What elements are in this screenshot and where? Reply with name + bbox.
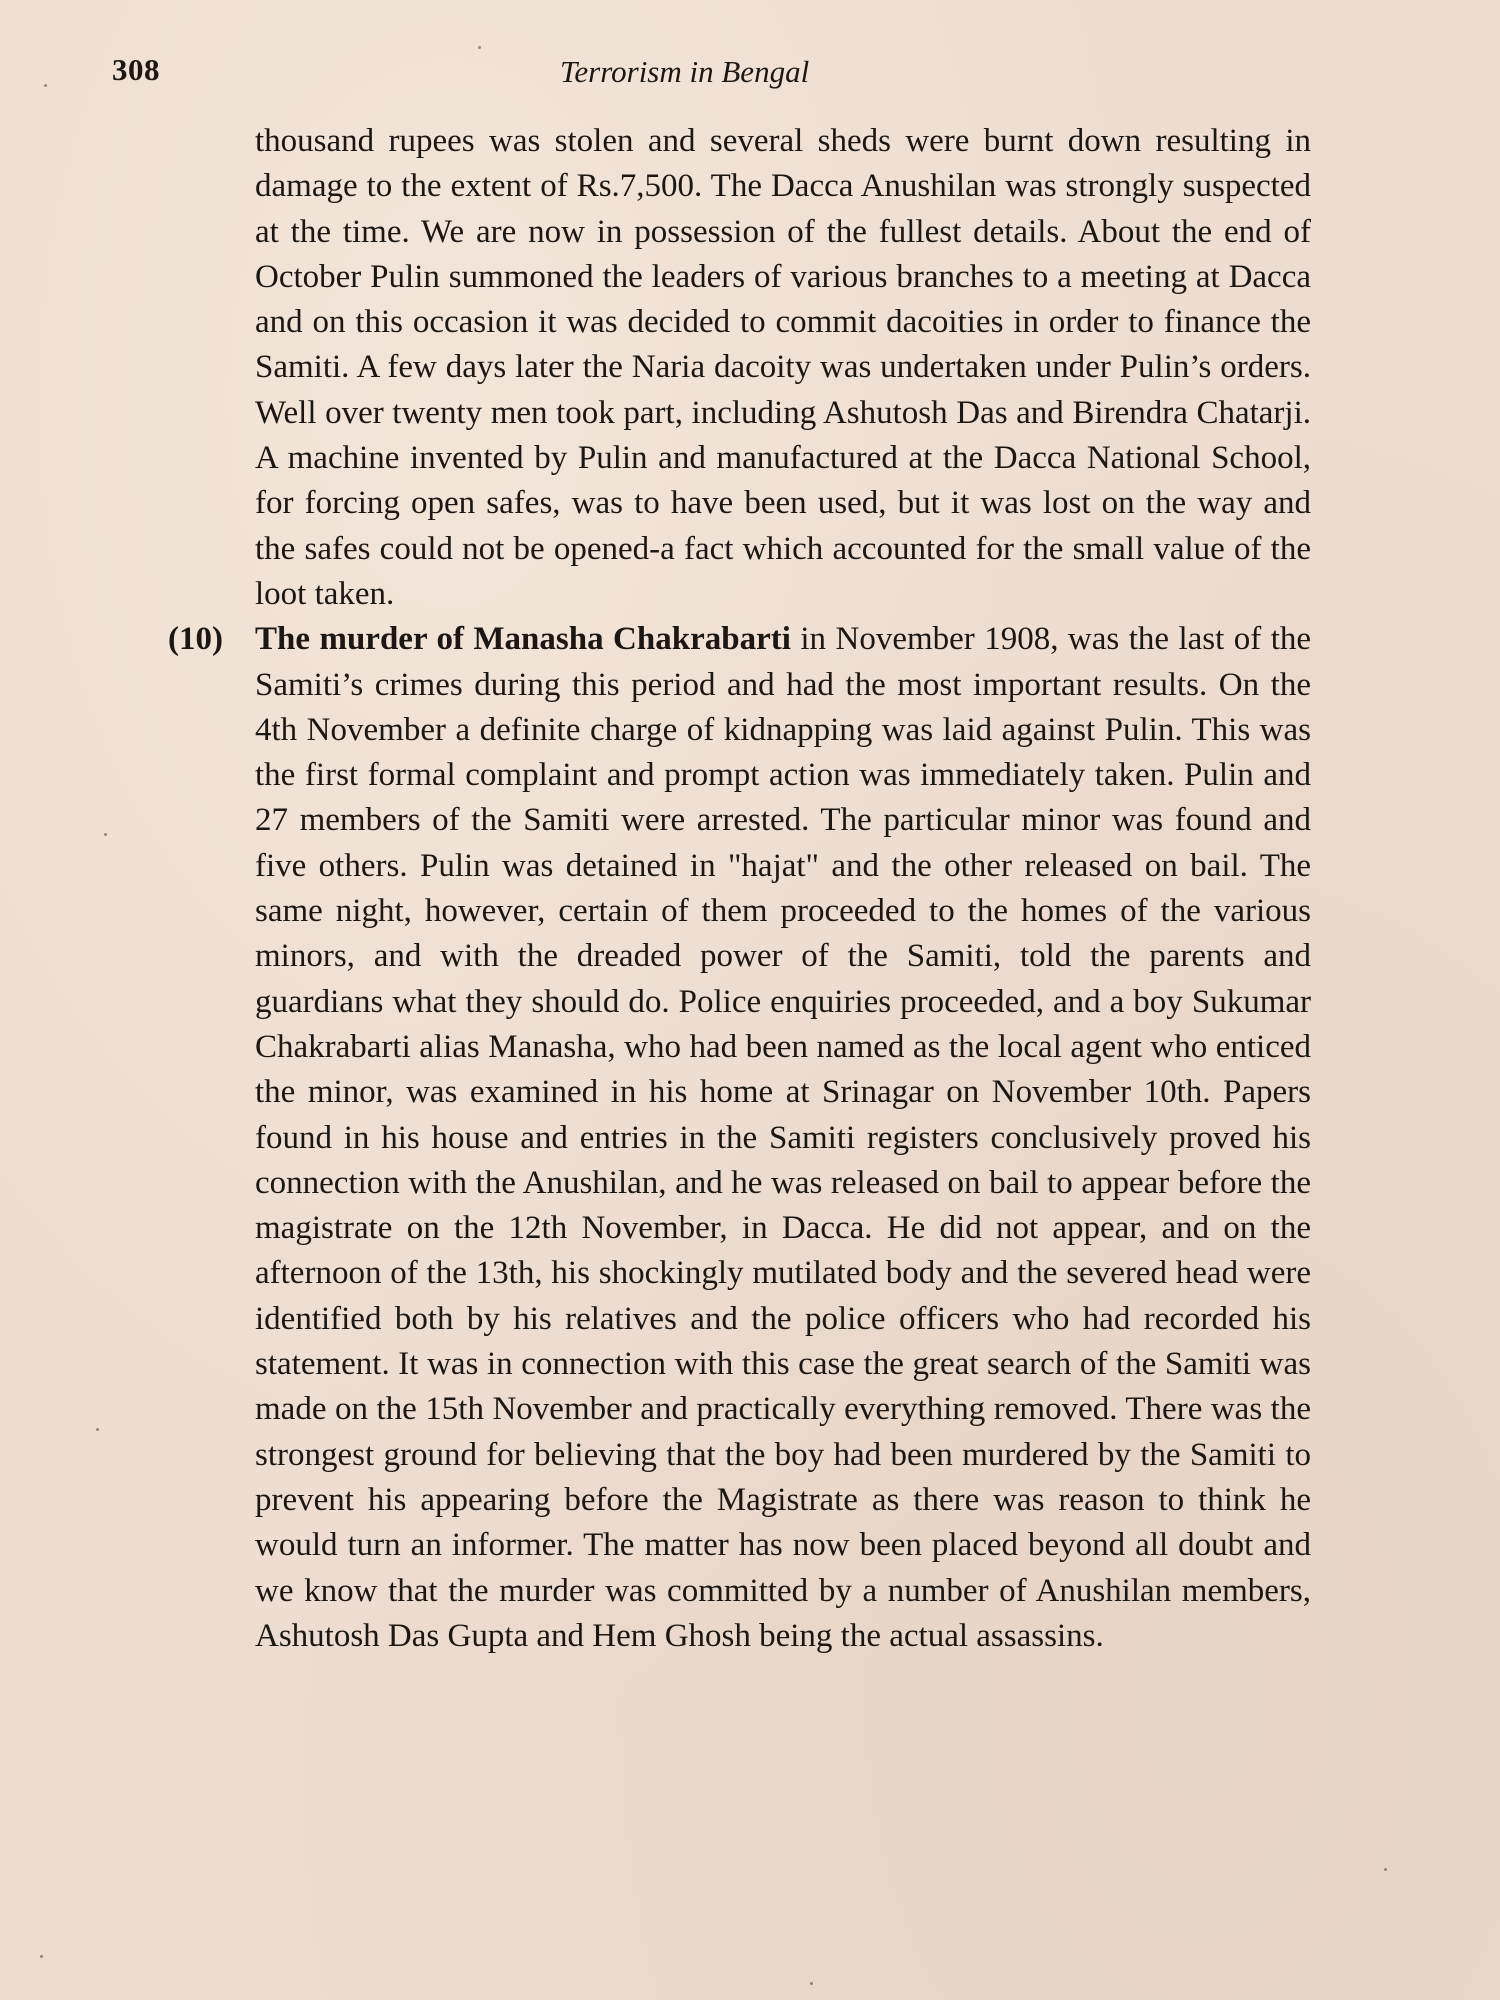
numbered-item-10 xyxy=(168,617,1312,1659)
item-text: in November 1908, was the last of the Samiti’s crimes during this period and had the most important results. On the 4th November a definite charge of kidnapping was laid against Pulin. This was the first formal complaint and prompt action was immediately taken. Pulin and 27 members of the Samiti were arrested. The particular minor was found and five others. Pulin was detained in "hajat" and the other released on bail. The same night, however, certain of them proceeded to the homes of the various minors, and with the dreaded power of the Samiti, told the parents and guardians what they should do. Police enquiries proceeded, and a boy Sukumar Chakrabarti alias Manasha, who had been named as the local agent who enticed the minor, was examined in his home at Srinagar on November 10th. Papers found in his house and entries in the Samiti registers conclusively proved his connection with the Anushilan, and he was released on bail to appear before the magistrate on the 12th November, in Dacca. He did not appear, and on the afternoon of the 13th, his shockingly mutilated body and the severed head were identified both by his relatives and the police officers who had recorded his statement. It was in connection with this case the great search of the Samiti was made on the 15th November and practically everything removed. There was the strongest ground for believing that the boy had been murdered by the Samiti to prevent his appearing before the Magistrate as there was reason to think he would turn an informer. The matter has now been placed beyond all doubt and we know that the murder was committed by a number of Anushilan members, Ashutosh Das Gupta and Hem Ghosh being the actual assassins. xyxy=(255,621,1312,1654)
body-text xyxy=(168,119,1312,1659)
item-heading: The murder of Manasha Chakrabarti xyxy=(255,621,791,658)
paper-speck xyxy=(478,46,481,49)
book-title: Terrorism in Bengal xyxy=(560,54,810,89)
paper-speck xyxy=(40,1955,43,1958)
page-number: 308 xyxy=(112,52,160,87)
paper-speck xyxy=(44,84,47,87)
running-head xyxy=(0,52,1500,96)
paper-speck xyxy=(810,1982,813,1985)
paper-speck xyxy=(104,833,107,836)
item-number: (10) xyxy=(168,621,223,658)
continued-paragraph: thousand rupees was stolen and several sheds were burnt down resulting in damage to the extent of Rs.7,500. The Dacca Anushilan was strongly suspected at the time. We are now in possession of the fullest details. About the end of October Pulin summoned the leaders of various branches to a meeting at Dacca and on this occasion it was decided to commit dacoities in order to finance the Samiti. A few days later the Naria dacoity was undertaken under Pulin’s orders. Well over twenty men took part, including Ashutosh Das and Birendra Chatarji. A machine invented by Pulin and manufactured at the Dacca National School, for forcing open safes, was to have been used, but it was lost on the way and the safes could not be opened-a fact which accounted for the small value of the loot taken. xyxy=(255,123,1311,612)
paper-speck xyxy=(1384,1868,1387,1871)
paper-speck xyxy=(96,1428,99,1431)
